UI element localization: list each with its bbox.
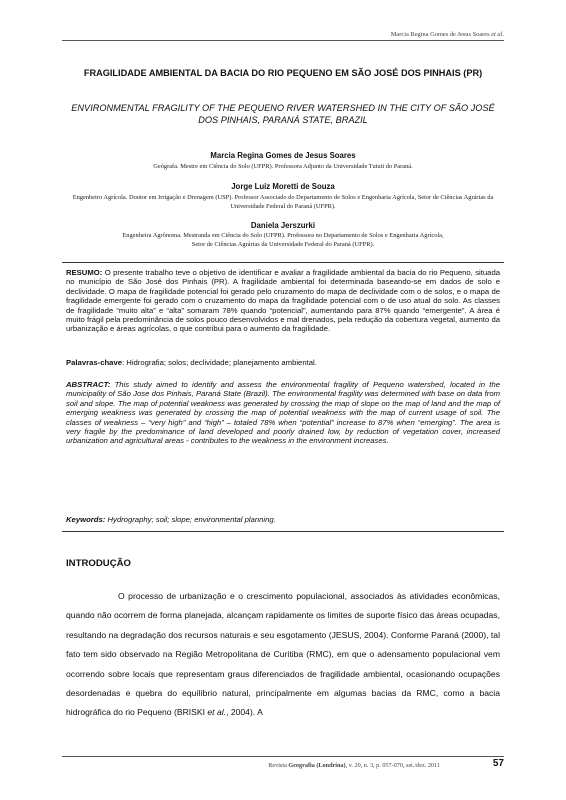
article-title-english: ENVIRONMENTAL FRAGILITY OF THE PEQUENO RIVER WATERSHED IN THE CITY OF SÃO JOSÉ DOS PINHAIS, PARANÁ STATE, BRAZIL xyxy=(71,103,495,126)
abstract-label: ABSTRACT: xyxy=(66,380,111,389)
palavras-chave-text: : Hidrografia; solos; declividade; planejamento ambiental. xyxy=(122,358,317,367)
intro-text-end: , 2004). A xyxy=(226,707,263,718)
intro-paragraph xyxy=(66,587,500,723)
intro-text: O processo de urbanização e o crescimento populacional, associados às atividades econômicas, quando não ocorrem de forma planejada, alcançam rapidamente os limites de suporte físico das áreas ocupadas, resultando na degradação dos recursos naturais e seu esgotamento (JESUS, 2004). Conforme Paraná (2000), tal fato tem sido observado na Região Metropolitana de Curitiba (RMC), em que o adensamento populacional vem ocorrendo sobre locais que representam graus diferenciados de fragilidade ambiental, ocasionando ocupações desordenadas e quebra do equilíbrio natural, principalmente em algumas bacias da RMC, como a bacia hidrográfica do rio Pequeno (BRISKI xyxy=(66,591,500,718)
resumo-text: O presente trabalho teve o objetivo de identificar e avaliar a fragilidade ambiental da bacia do rio Pequeno, situada no município de São José dos Pinhais (PR). A fragilidade ambiental foi determinada baseando-se em dados de solo e declividade. O mapa de fragilidade potencial foi gerado pelo cruzamento do mapa de declividade com o de solos, e o mapa de fragilidade emergente foi gerado com o cruzamento do mapa da fragilidade potencial com o de uso atual do solo. As classes de fragilidade “muito alta” e “alta” somaram 78% quando “potencial”, aumentando para 87% quando “emergente”. A área é muito frágil pela predominância de solos pouco desenvolvidos e mal drenados, pela redução da cobertura vegetal, aumento da urbanização e áreas agrícolas, o que contribui para o aumento da fragilidade. xyxy=(66,268,501,334)
keywords-paragraph xyxy=(66,515,500,524)
keywords-text: Hydrography; soil; slope; environmental planning. xyxy=(105,515,276,524)
journal-name: Geografia (Londrina) xyxy=(288,762,346,769)
author-name: Marcia Regina Gomes de Jesus Soares xyxy=(210,151,356,160)
author-name: Jorge Luiz Moretti de Souza xyxy=(231,182,335,191)
palavras-chave-label: Palavras-chave xyxy=(66,358,122,367)
author-affiliation: Engenheiro Agrícola. Doutor em Irrigação e Drenagem (USP). Professor Associado do Departamento de Solos e Engenharia Agrícola, Setor de Ciências Agrárias da Universidade Federal do Paraná (UFPR). xyxy=(72,194,494,210)
running-header xyxy=(62,31,504,41)
resumo-label: RESUMO: xyxy=(66,268,103,277)
abstract-bottom-rule xyxy=(62,531,504,532)
section-heading-introducao: INTRODUÇÃO xyxy=(66,558,132,569)
journal-volume-info: , v. 20, n. 3, p. 057-070, set./dez. 2011 xyxy=(345,762,440,769)
abstract-top-rule xyxy=(62,262,504,263)
palavras-chave-paragraph xyxy=(66,358,500,367)
journal-citation xyxy=(268,762,440,769)
abstract-text: This study aimed to identify and assess the environmental fragility of Pequeno watershed, located in the municipality of São Jose dos Pinhais, Paraná State (Brazil). The environmental fragility was determined with base on data from soil and slope. The map of potential weakness was generated by crossing the map of slope on the map of land and the map of emerging weakness was generated by crossing the map of potential weakness with the map of current usage of soil. The classes of weakness – “very high” and “high” – totaled 78% when “potential” increase to 87% when “emerging”. The area is very fragile by the predominance of land developed and poorly drained low, by reduction of vegetation cover, increased urbanization and agricultural areas - contributes to the weakness in the environment increases. xyxy=(66,380,500,446)
author-affiliation: Engenheira Agrônoma. Mestranda em Ciência do Solo (UFPR). Professora no Departamento de Solos e Engenharia Agrícola, Setor de Ciências Agrárias da Universidade Federal do Paraná (UFPR). xyxy=(122,232,444,248)
running-header-etal: et al. xyxy=(491,31,504,38)
abstract-paragraph xyxy=(66,380,500,446)
article-title-portuguese: FRAGILIDADE AMBIENTAL DA BACIA DO RIO PEQUENO EM SÃO JOSÉ DOS PINHAIS (PR) xyxy=(83,68,483,78)
resumo-paragraph xyxy=(66,268,500,334)
journal-prefix: Revista xyxy=(268,762,289,769)
author-affiliation: Geógrafa. Mestre em Ciência do Solo (UFPR). Professora Adjunto da Universidade Tuiuti do Paraná. xyxy=(153,163,413,170)
running-header-authors: Marcia Regina Gomes de Jesus Soares xyxy=(390,31,490,38)
page-footer xyxy=(62,756,504,774)
page-number: 57 xyxy=(492,758,504,769)
author-name: Daniela Jerszurki xyxy=(250,221,316,230)
intro-etal: et al. xyxy=(207,707,227,718)
keywords-label: Keywords: xyxy=(66,515,106,524)
